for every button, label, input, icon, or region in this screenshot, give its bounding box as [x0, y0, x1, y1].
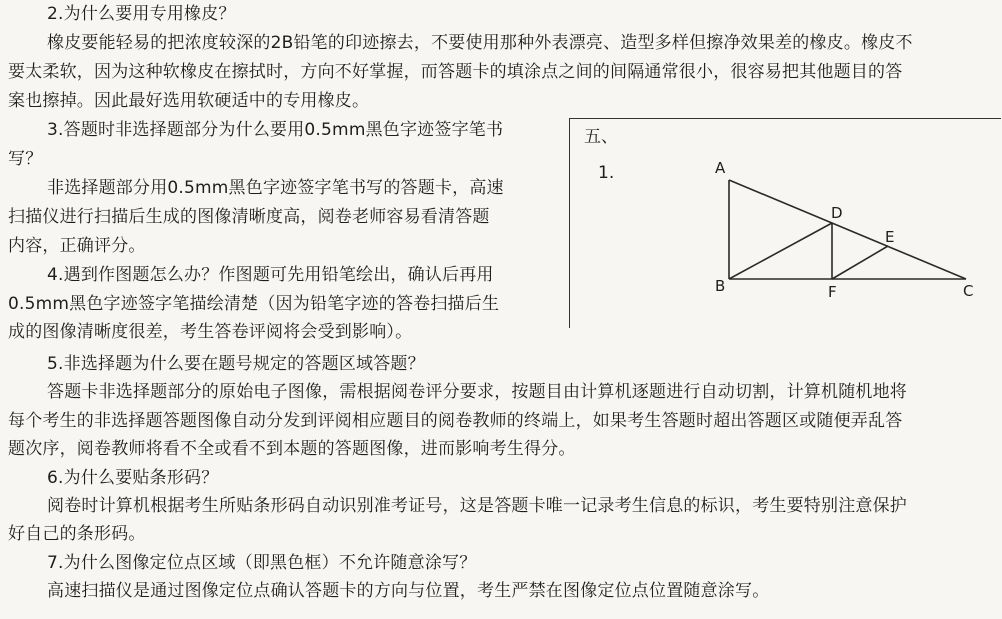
segment-fe	[832, 246, 888, 279]
section-4-paragraph-line-2: 0.5mm黑色字迹签字笔描绘清楚（因为铅笔字迹的答卷扫描后生	[8, 294, 500, 314]
section-2-paragraph-line-2: 要太柔软，因为这种软橡皮在擦拭时，方向不好掌握，而答题卡的填涂点之间的间隔通常很小，很容易把其他题目的答	[8, 62, 903, 82]
section-6-heading: 6.为什么要贴条形码？	[47, 468, 219, 488]
section-5-paragraph-line-3: 题次序，阅卷教师将看不全或看不到本题的答题图像，进而影响考生得分。	[8, 439, 576, 459]
section-5-heading: 5.非选择题为什么要在题号规定的答题区域答题？	[47, 354, 425, 374]
section-3-paragraph-line-1: 非选择题部分用0.5mm黑色字迹签字笔书写的答题卡，高速	[47, 178, 504, 198]
section-3-paragraph-line-2: 扫描仪进行扫描后生成的图像清晰度高，阅卷老师容易看清答题	[8, 207, 490, 227]
point-label-a: A	[715, 159, 726, 177]
section-2-paragraph-line-3: 案也擦掉。因此最好选用软硬适中的专用橡皮。	[8, 91, 370, 111]
figure-item-number: 1.	[598, 163, 615, 183]
point-label-d: D	[831, 204, 843, 222]
section-2-paragraph-line-1: 橡皮要能轻易的把浓度较深的2B铅笔的印迹擦去，不要使用那种外表漂亮、造型多样但擦净效果差的橡皮。橡皮不	[47, 33, 913, 53]
section-4-paragraph-line-1: 4.遇到作图题怎么办？作图题可先用铅笔绘出，确认后再用	[47, 265, 494, 285]
section-3-heading-line-1: 3.答题时非选择题部分为什么要用0.5mm黑色字迹签字笔书	[47, 120, 504, 140]
section-7-paragraph-line-1: 高速扫描仪是通过图像定位点确认答题卡的方向与位置，考生严禁在图像定位点位置随意涂写。	[47, 581, 770, 601]
section-5-paragraph-line-2: 每个考生的非选择题答题图像自动分发到评阅相应题目的阅卷教师的终端上，如果考生答题时超出答题区或随便弄乱答	[8, 411, 903, 431]
section-2-heading: 2.为什么要用专用橡皮？	[47, 4, 236, 24]
section-7-heading: 7.为什么图像定位点区域（即黑色框）不允许随意涂写？	[47, 553, 477, 573]
section-5-paragraph-line-1: 答题卡非选择题部分的原始电子图像，需根据阅卷评分要求，按题目由计算机逐题进行自动切割，计算机随机地将	[47, 382, 907, 402]
section-3-heading-line-2: 写？	[8, 149, 43, 169]
figure-section-title: 五、	[584, 127, 618, 147]
section-4-paragraph-line-3: 成的图像清晰度很差，考生答卷评阅将会受到影响）。	[8, 322, 413, 342]
section-6-paragraph-line-2: 好自己的条形码。	[8, 524, 146, 544]
section-3-paragraph-line-3: 内容，正确评分。	[8, 236, 146, 256]
point-label-e: E	[885, 228, 895, 246]
geometry-figure-box	[569, 118, 1001, 328]
point-label-c: C	[963, 282, 974, 300]
point-label-f: F	[828, 283, 837, 301]
segment-bd	[729, 223, 832, 279]
section-6-paragraph-line-1: 阅卷时计算机根据考生所贴条形码自动识别准考证号，这是答题卡唯一记录考生信息的标识，考生要特别注意保护	[47, 496, 907, 516]
triangle-diagram	[570, 119, 1002, 329]
point-label-b: B	[715, 277, 726, 295]
segment-ac	[729, 180, 966, 279]
